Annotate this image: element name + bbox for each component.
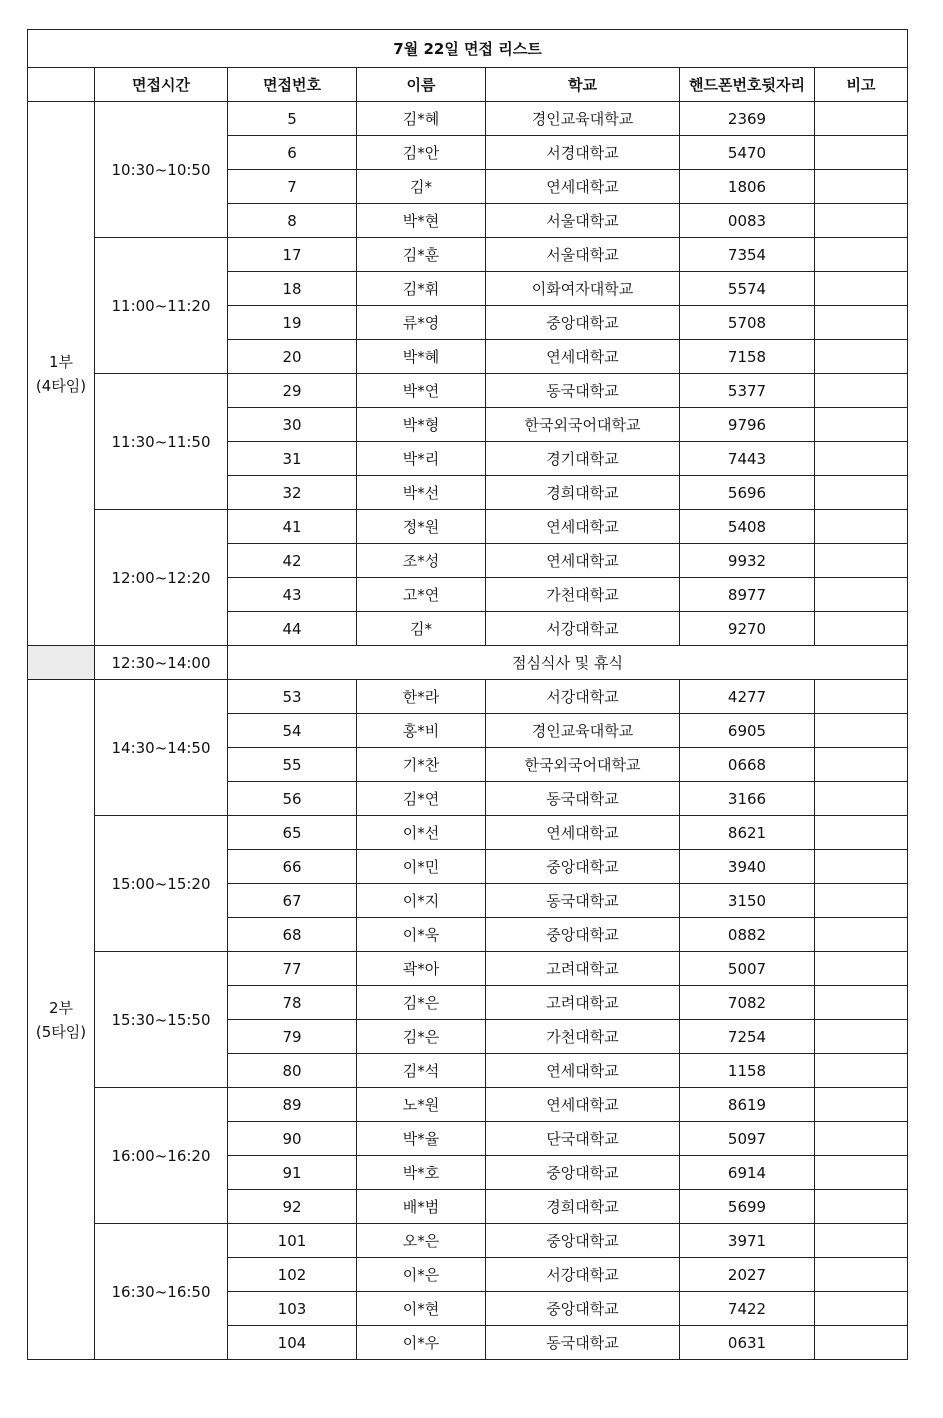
candidate-name: 박*선 xyxy=(357,476,486,510)
interview-number: 56 xyxy=(228,782,357,816)
phone-last-digits: 3940 xyxy=(680,850,815,884)
part-label: 1부 xyxy=(48,352,74,371)
candidate-name: 박*현 xyxy=(357,204,486,238)
part-cell xyxy=(28,102,95,646)
table-row xyxy=(28,374,908,408)
time-slot: 12:00~12:20 xyxy=(95,510,228,646)
candidate-name: 박*형 xyxy=(357,408,486,442)
note-cell xyxy=(815,1224,908,1258)
note-cell xyxy=(815,238,908,272)
interview-number: 103 xyxy=(228,1292,357,1326)
candidate-school: 연세대학교 xyxy=(486,816,680,850)
candidate-name: 기*찬 xyxy=(357,748,486,782)
candidate-name: 고*연 xyxy=(357,578,486,612)
candidate-name: 박*리 xyxy=(357,442,486,476)
phone-last-digits: 5574 xyxy=(680,272,815,306)
phone-last-digits: 6914 xyxy=(680,1156,815,1190)
interview-number: 55 xyxy=(228,748,357,782)
interview-number: 54 xyxy=(228,714,357,748)
candidate-name: 오*은 xyxy=(357,1224,486,1258)
time-slot: 15:00~15:20 xyxy=(95,816,228,952)
candidate-name: 이*현 xyxy=(357,1292,486,1326)
note-cell xyxy=(815,1122,908,1156)
candidate-school: 중앙대학교 xyxy=(486,918,680,952)
interview-number: 68 xyxy=(228,918,357,952)
note-cell xyxy=(815,306,908,340)
interview-number: 79 xyxy=(228,1020,357,1054)
note-cell xyxy=(815,272,908,306)
candidate-school: 경인교육대학교 xyxy=(486,714,680,748)
time-slot: 14:30~14:50 xyxy=(95,680,228,816)
candidate-school: 연세대학교 xyxy=(486,544,680,578)
note-cell xyxy=(815,782,908,816)
phone-last-digits: 3971 xyxy=(680,1224,815,1258)
phone-last-digits: 0631 xyxy=(680,1326,815,1360)
phone-last-digits: 7354 xyxy=(680,238,815,272)
candidate-name: 이*민 xyxy=(357,850,486,884)
time-slot: 16:00~16:20 xyxy=(95,1088,228,1224)
candidate-name: 김*휘 xyxy=(357,272,486,306)
phone-last-digits: 5377 xyxy=(680,374,815,408)
candidate-school: 중앙대학교 xyxy=(486,1224,680,1258)
phone-last-digits: 9796 xyxy=(680,408,815,442)
phone-last-digits: 7443 xyxy=(680,442,815,476)
phone-last-digits: 1806 xyxy=(680,170,815,204)
interview-number: 102 xyxy=(228,1258,357,1292)
phone-last-digits: 0668 xyxy=(680,748,815,782)
candidate-school: 단국대학교 xyxy=(486,1122,680,1156)
phone-last-digits: 7158 xyxy=(680,340,815,374)
note-cell xyxy=(815,918,908,952)
candidate-school: 서울대학교 xyxy=(486,204,680,238)
interview-number: 8 xyxy=(228,204,357,238)
candidate-school: 연세대학교 xyxy=(486,1088,680,1122)
header-school: 학교 xyxy=(486,68,680,102)
phone-last-digits: 0083 xyxy=(680,204,815,238)
interview-number: 20 xyxy=(228,340,357,374)
candidate-school: 한국외국어대학교 xyxy=(486,748,680,782)
interview-number: 29 xyxy=(228,374,357,408)
interview-number: 53 xyxy=(228,680,357,714)
note-cell xyxy=(815,1326,908,1360)
header-part xyxy=(28,68,95,102)
candidate-school: 중앙대학교 xyxy=(486,850,680,884)
phone-last-digits: 7254 xyxy=(680,1020,815,1054)
interview-number: 89 xyxy=(228,1088,357,1122)
note-cell xyxy=(815,476,908,510)
note-cell xyxy=(815,1020,908,1054)
candidate-name: 조*성 xyxy=(357,544,486,578)
header-note: 비고 xyxy=(815,68,908,102)
candidate-school: 동국대학교 xyxy=(486,884,680,918)
interview-number: 66 xyxy=(228,850,357,884)
page-title: 7월 22일 면접 리스트 xyxy=(28,30,908,68)
candidate-name: 김*혜 xyxy=(357,102,486,136)
interview-number: 31 xyxy=(228,442,357,476)
phone-last-digits: 9932 xyxy=(680,544,815,578)
candidate-name: 이*선 xyxy=(357,816,486,850)
note-cell xyxy=(815,578,908,612)
candidate-school: 가천대학교 xyxy=(486,1020,680,1054)
candidate-school: 서경대학교 xyxy=(486,136,680,170)
candidate-name: 홍*비 xyxy=(357,714,486,748)
interview-table xyxy=(27,29,908,1360)
interview-number: 67 xyxy=(228,884,357,918)
phone-last-digits: 2369 xyxy=(680,102,815,136)
phone-last-digits: 8621 xyxy=(680,816,815,850)
phone-last-digits: 3166 xyxy=(680,782,815,816)
candidate-name: 노*원 xyxy=(357,1088,486,1122)
phone-last-digits: 8619 xyxy=(680,1088,815,1122)
candidate-school: 중앙대학교 xyxy=(486,306,680,340)
candidate-name: 이*은 xyxy=(357,1258,486,1292)
candidate-name: 김* xyxy=(357,170,486,204)
note-cell xyxy=(815,1190,908,1224)
note-cell xyxy=(815,170,908,204)
interview-number: 80 xyxy=(228,1054,357,1088)
candidate-name: 김*석 xyxy=(357,1054,486,1088)
note-cell xyxy=(815,748,908,782)
phone-last-digits: 5696 xyxy=(680,476,815,510)
candidate-school: 서울대학교 xyxy=(486,238,680,272)
header-number: 면접번호 xyxy=(228,68,357,102)
interview-number: 92 xyxy=(228,1190,357,1224)
candidate-school: 한국외국어대학교 xyxy=(486,408,680,442)
candidate-school: 경희대학교 xyxy=(486,1190,680,1224)
interview-number: 77 xyxy=(228,952,357,986)
phone-last-digits: 3150 xyxy=(680,884,815,918)
interview-number: 65 xyxy=(228,816,357,850)
header-time: 면접시간 xyxy=(95,68,228,102)
phone-last-digits: 4277 xyxy=(680,680,815,714)
candidate-school: 서강대학교 xyxy=(486,612,680,646)
note-cell xyxy=(815,850,908,884)
interview-number: 43 xyxy=(228,578,357,612)
note-cell xyxy=(815,986,908,1020)
phone-last-digits: 8977 xyxy=(680,578,815,612)
phone-last-digits: 2027 xyxy=(680,1258,815,1292)
note-cell xyxy=(815,340,908,374)
header-phone: 핸드폰번호뒷자리 xyxy=(680,68,815,102)
note-cell xyxy=(815,136,908,170)
interview-number: 78 xyxy=(228,986,357,1020)
interview-number: 7 xyxy=(228,170,357,204)
candidate-name: 김*은 xyxy=(357,1020,486,1054)
note-cell xyxy=(815,204,908,238)
note-cell xyxy=(815,1292,908,1326)
time-slot: 11:30~11:50 xyxy=(95,374,228,510)
note-cell xyxy=(815,680,908,714)
note-cell xyxy=(815,408,908,442)
table-row xyxy=(28,238,908,272)
part-sub: (4타임) xyxy=(35,376,87,395)
note-cell xyxy=(815,612,908,646)
phone-last-digits: 6905 xyxy=(680,714,815,748)
phone-last-digits: 5708 xyxy=(680,306,815,340)
phone-last-digits: 5699 xyxy=(680,1190,815,1224)
candidate-name: 김*연 xyxy=(357,782,486,816)
interview-number: 32 xyxy=(228,476,357,510)
note-cell xyxy=(815,884,908,918)
part-cell xyxy=(28,680,95,1360)
candidate-school: 경인교육대학교 xyxy=(486,102,680,136)
interview-number: 44 xyxy=(228,612,357,646)
candidate-name: 이*우 xyxy=(357,1326,486,1360)
candidate-school: 연세대학교 xyxy=(486,340,680,374)
time-slot: 16:30~16:50 xyxy=(95,1224,228,1360)
part-label: 2부 xyxy=(48,998,74,1017)
header-name: 이름 xyxy=(357,68,486,102)
candidate-name: 곽*아 xyxy=(357,952,486,986)
phone-last-digits: 0882 xyxy=(680,918,815,952)
candidate-school: 연세대학교 xyxy=(486,1054,680,1088)
phone-last-digits: 5097 xyxy=(680,1122,815,1156)
note-cell xyxy=(815,714,908,748)
candidate-name: 이*지 xyxy=(357,884,486,918)
interview-number: 104 xyxy=(228,1326,357,1360)
candidate-name: 김*은 xyxy=(357,986,486,1020)
interview-number: 19 xyxy=(228,306,357,340)
interview-number: 6 xyxy=(228,136,357,170)
note-cell xyxy=(815,1258,908,1292)
header-row xyxy=(28,68,908,102)
candidate-school: 동국대학교 xyxy=(486,782,680,816)
candidate-school: 중앙대학교 xyxy=(486,1156,680,1190)
note-cell xyxy=(815,1088,908,1122)
break-part-cell xyxy=(28,646,95,680)
candidate-school: 연세대학교 xyxy=(486,170,680,204)
candidate-name: 김* xyxy=(357,612,486,646)
note-cell xyxy=(815,816,908,850)
phone-last-digits: 5470 xyxy=(680,136,815,170)
interview-number: 41 xyxy=(228,510,357,544)
candidate-name: 박*율 xyxy=(357,1122,486,1156)
candidate-name: 배*범 xyxy=(357,1190,486,1224)
phone-last-digits: 5007 xyxy=(680,952,815,986)
part-sub: (5타임) xyxy=(35,1022,87,1041)
table-row xyxy=(28,816,908,850)
break-time: 12:30~14:00 xyxy=(95,646,228,680)
table-row xyxy=(28,1224,908,1258)
note-cell xyxy=(815,952,908,986)
candidate-school: 서강대학교 xyxy=(486,680,680,714)
candidate-name: 박*호 xyxy=(357,1156,486,1190)
interview-number: 17 xyxy=(228,238,357,272)
note-cell xyxy=(815,1054,908,1088)
interview-number: 18 xyxy=(228,272,357,306)
candidate-school: 고려대학교 xyxy=(486,952,680,986)
candidate-name: 정*원 xyxy=(357,510,486,544)
candidate-school: 경희대학교 xyxy=(486,476,680,510)
table-row xyxy=(28,1088,908,1122)
table-row xyxy=(28,680,908,714)
candidate-name: 김*훈 xyxy=(357,238,486,272)
table-body xyxy=(28,102,908,1360)
phone-last-digits: 1158 xyxy=(680,1054,815,1088)
interview-number: 5 xyxy=(228,102,357,136)
candidate-school: 동국대학교 xyxy=(486,374,680,408)
table-row xyxy=(28,952,908,986)
candidate-school: 고려대학교 xyxy=(486,986,680,1020)
break-row xyxy=(28,646,908,680)
phone-last-digits: 7422 xyxy=(680,1292,815,1326)
table-row xyxy=(28,102,908,136)
break-label: 점심식사 및 휴식 xyxy=(228,646,908,680)
time-slot: 10:30~10:50 xyxy=(95,102,228,238)
note-cell xyxy=(815,102,908,136)
candidate-name: 박*혜 xyxy=(357,340,486,374)
phone-last-digits: 5408 xyxy=(680,510,815,544)
note-cell xyxy=(815,1156,908,1190)
candidate-name: 한*라 xyxy=(357,680,486,714)
candidate-school: 이화여자대학교 xyxy=(486,272,680,306)
candidate-school: 가천대학교 xyxy=(486,578,680,612)
phone-last-digits: 7082 xyxy=(680,986,815,1020)
candidate-name: 류*영 xyxy=(357,306,486,340)
interview-number: 42 xyxy=(228,544,357,578)
note-cell xyxy=(815,510,908,544)
candidate-name: 김*안 xyxy=(357,136,486,170)
candidate-school: 중앙대학교 xyxy=(486,1292,680,1326)
interview-number: 30 xyxy=(228,408,357,442)
candidate-school: 동국대학교 xyxy=(486,1326,680,1360)
note-cell xyxy=(815,442,908,476)
interview-number: 91 xyxy=(228,1156,357,1190)
candidate-name: 박*연 xyxy=(357,374,486,408)
table-row xyxy=(28,510,908,544)
phone-last-digits: 9270 xyxy=(680,612,815,646)
note-cell xyxy=(815,374,908,408)
candidate-school: 경기대학교 xyxy=(486,442,680,476)
note-cell xyxy=(815,544,908,578)
candidate-school: 서강대학교 xyxy=(486,1258,680,1292)
interview-number: 90 xyxy=(228,1122,357,1156)
candidate-school: 연세대학교 xyxy=(486,510,680,544)
time-slot: 15:30~15:50 xyxy=(95,952,228,1088)
candidate-name: 이*욱 xyxy=(357,918,486,952)
time-slot: 11:00~11:20 xyxy=(95,238,228,374)
interview-number: 101 xyxy=(228,1224,357,1258)
